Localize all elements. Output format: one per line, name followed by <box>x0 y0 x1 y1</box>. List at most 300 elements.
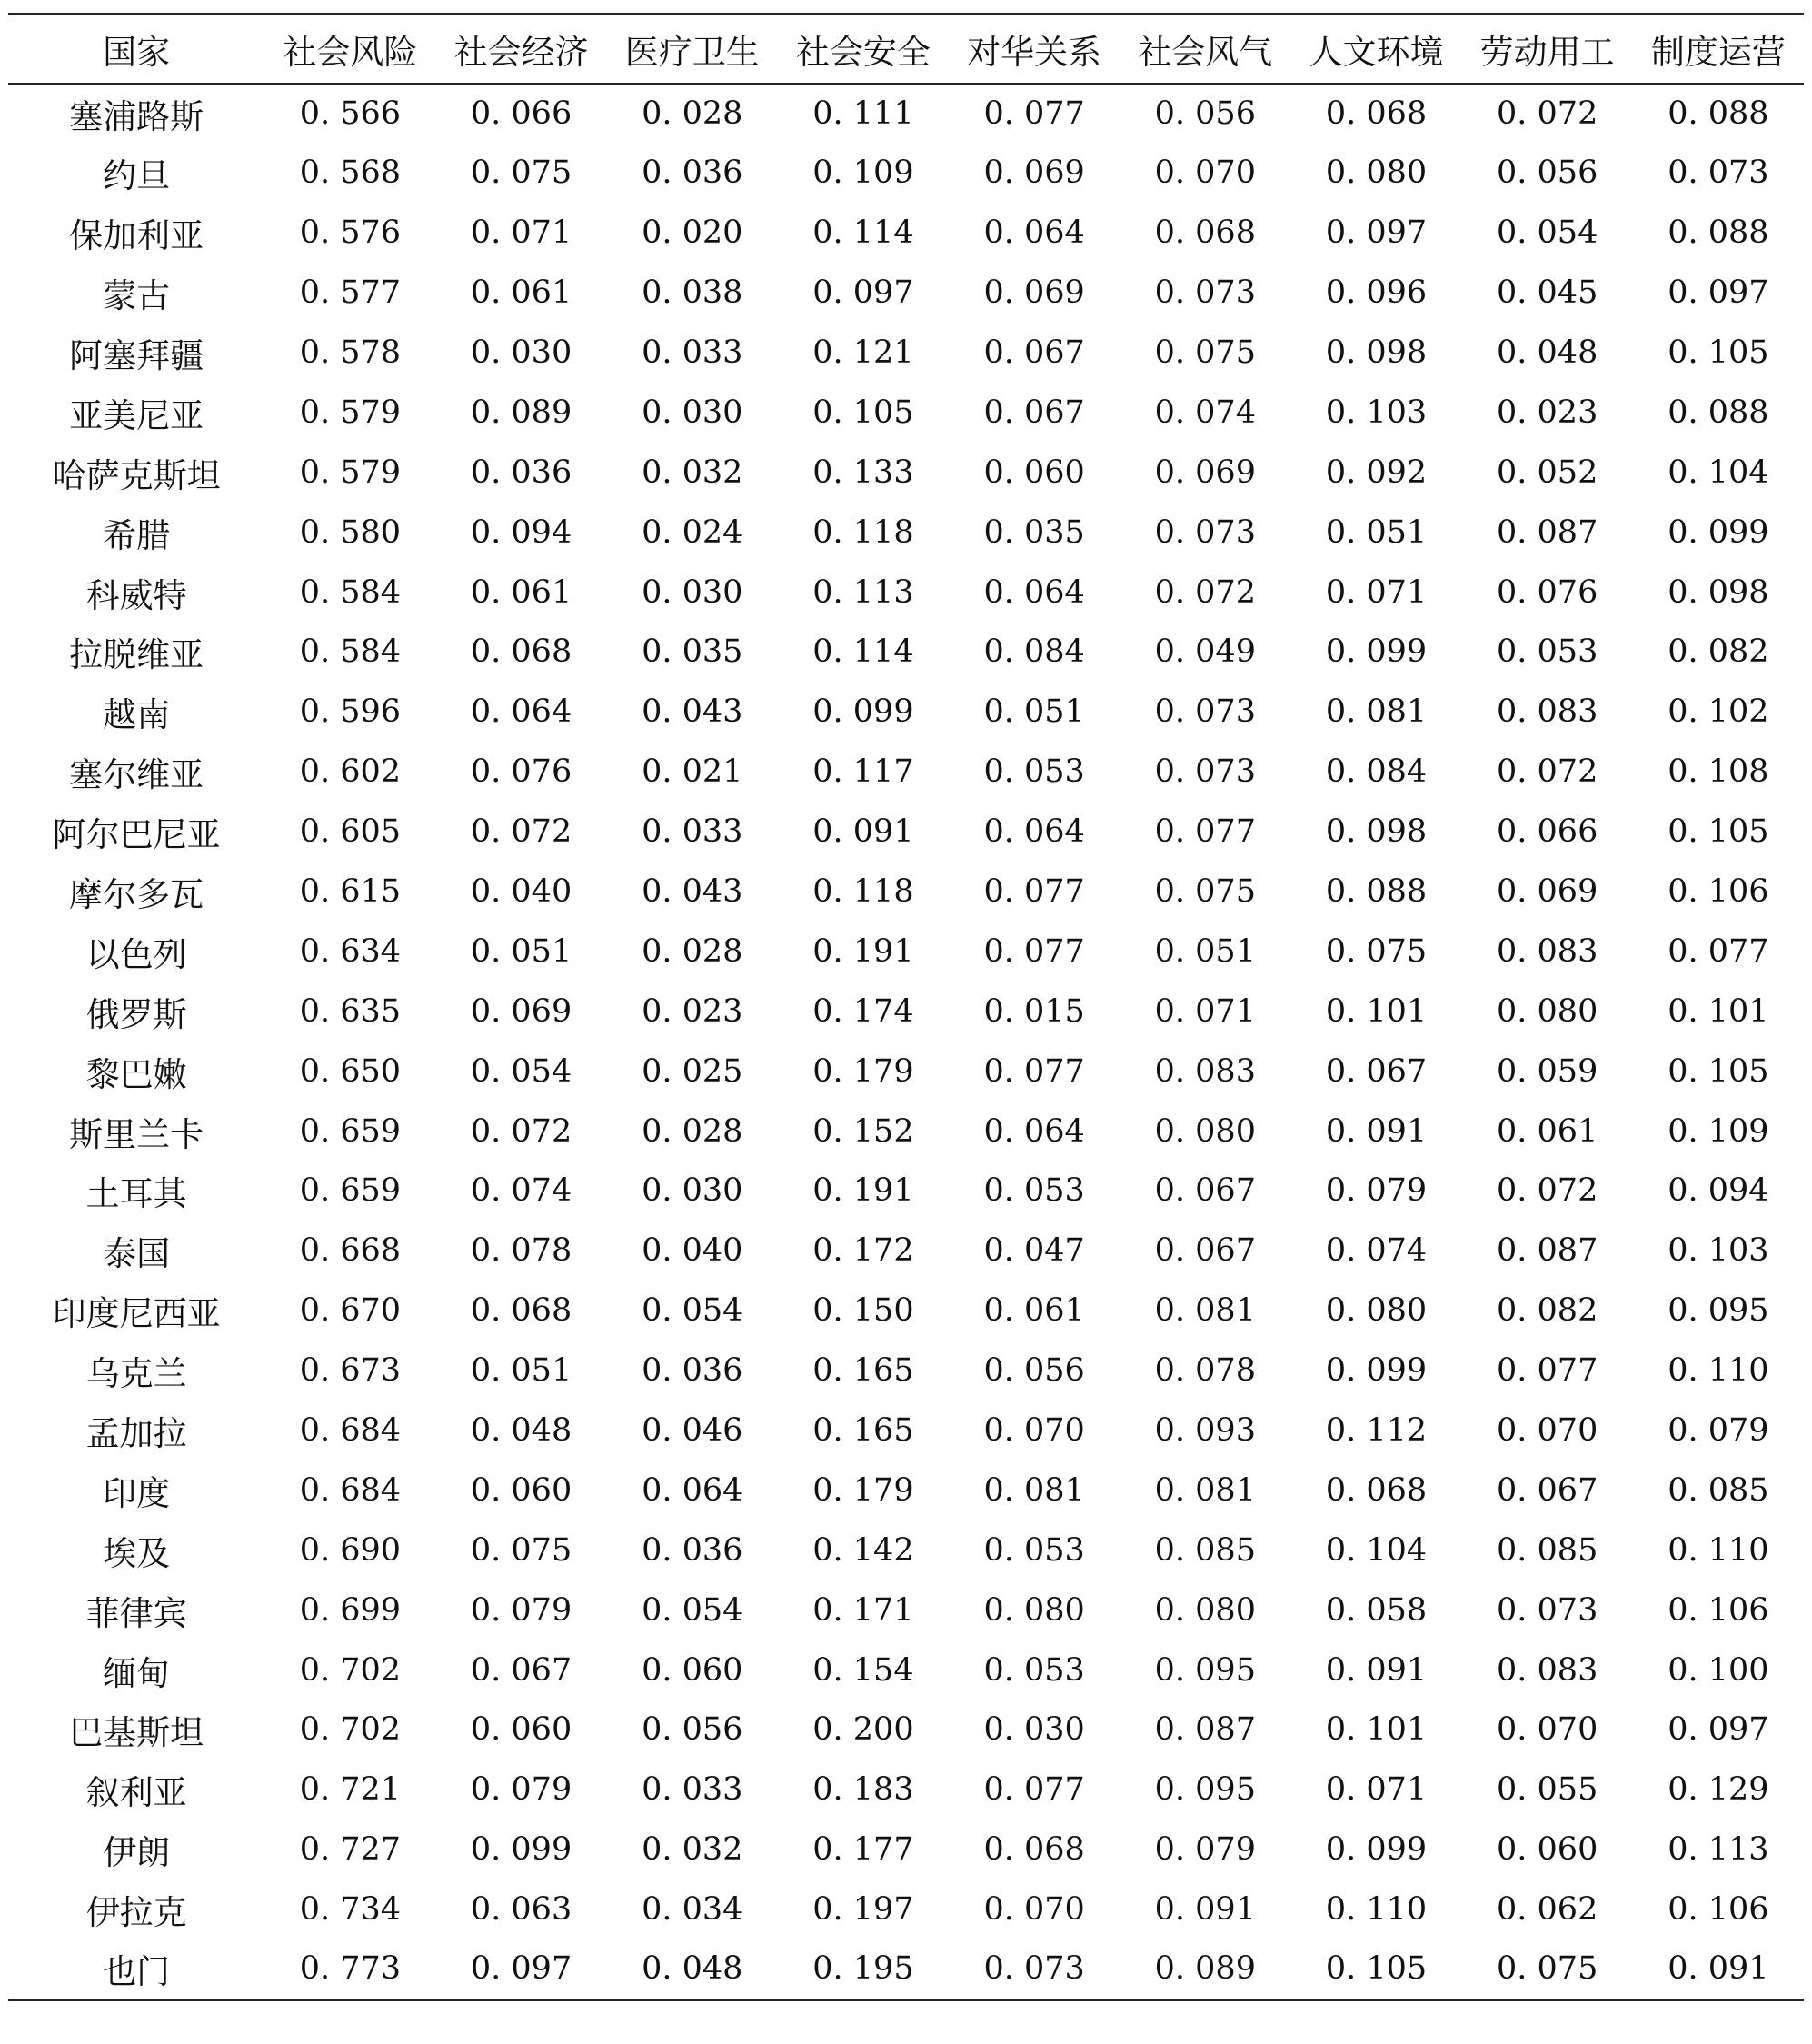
cultural-environment-cell: 0. 099 <box>1325 633 1428 671</box>
institutional-operation-cell: 0. 101 <box>1668 992 1769 1030</box>
cultural-environment-cell: 0. 097 <box>1325 214 1428 252</box>
table-body <box>8 84 1804 2000</box>
social-security-cell: 0. 121 <box>812 334 914 371</box>
social-security-cell: 0. 133 <box>812 454 914 491</box>
country-cell: 阿尔巴尼亚 <box>52 815 221 855</box>
healthcare-cell: 0. 025 <box>642 1052 743 1090</box>
social-ethos-cell: 0. 095 <box>1154 1771 1256 1809</box>
healthcare-cell: 0. 023 <box>642 992 743 1030</box>
china-relations-cell: 0. 077 <box>983 95 1085 132</box>
social-security-cell: 0. 172 <box>812 1232 914 1270</box>
cultural-environment-cell: 0. 098 <box>1325 813 1428 851</box>
institutional-operation-cell: 0. 097 <box>1668 1711 1769 1749</box>
social-economy-cell: 0. 078 <box>470 1232 572 1270</box>
institutional-operation-cell: 0. 103 <box>1668 1232 1769 1270</box>
labor-cell: 0. 056 <box>1497 155 1598 192</box>
cultural-environment-cell: 0. 101 <box>1325 992 1428 1030</box>
labor-cell: 0. 083 <box>1497 932 1598 970</box>
social-ethos-cell: 0. 071 <box>1154 992 1256 1030</box>
labor-cell: 0. 087 <box>1497 513 1598 551</box>
cultural-environment-cell: 0. 110 <box>1325 1891 1428 1929</box>
country-cell: 黎巴嫩 <box>85 1054 187 1094</box>
social-risk-cell: 0. 580 <box>299 513 402 551</box>
healthcare-cell: 0. 036 <box>642 155 743 192</box>
table-row <box>8 1221 1804 1281</box>
country-cell: 塞浦路斯 <box>69 96 204 136</box>
social-risk-cell: 0. 659 <box>299 1112 402 1150</box>
china-relations-cell: 0. 064 <box>983 214 1085 252</box>
country-cell: 以色列 <box>85 934 187 974</box>
header-row <box>8 15 1804 84</box>
china-relations-cell: 0. 035 <box>983 513 1085 551</box>
social-risk-cell: 0. 690 <box>299 1531 402 1569</box>
cultural-environment-cell: 0. 104 <box>1325 1531 1428 1569</box>
social-security-cell: 0. 179 <box>812 1052 914 1090</box>
country-cell: 乌克兰 <box>85 1354 187 1394</box>
labor-cell: 0. 060 <box>1497 1831 1598 1869</box>
social-risk-cell: 0. 702 <box>299 1651 402 1689</box>
cultural-environment-cell: 0. 091 <box>1325 1651 1428 1689</box>
social-risk-cell: 0. 659 <box>299 1172 402 1210</box>
table-row <box>8 1401 1804 1461</box>
cultural-environment-cell: 0. 058 <box>1325 1591 1428 1629</box>
labor-cell: 0. 067 <box>1497 1471 1598 1509</box>
cultural-environment-cell: 0. 099 <box>1325 1831 1428 1869</box>
institutional-operation-cell: 0. 095 <box>1668 1292 1769 1330</box>
header-country: 国家 <box>8 15 264 84</box>
table-row <box>8 1461 1804 1521</box>
social-economy-cell: 0. 063 <box>470 1891 572 1929</box>
labor-cell: 0. 055 <box>1497 1771 1598 1809</box>
china-relations-cell: 0. 069 <box>983 155 1085 192</box>
institutional-operation-cell: 0. 102 <box>1668 693 1769 731</box>
social-economy-cell: 0. 048 <box>470 1412 572 1450</box>
social-security-cell: 0. 118 <box>812 873 914 911</box>
social-risk-cell: 0. 602 <box>299 753 402 791</box>
social-security-cell: 0. 179 <box>812 1471 914 1509</box>
social-ethos-cell: 0. 079 <box>1154 1831 1256 1869</box>
social-economy-cell: 0. 066 <box>470 95 572 132</box>
labor-cell: 0. 048 <box>1497 334 1598 371</box>
table-row <box>8 1580 1804 1640</box>
social-risk-cell: 0. 605 <box>299 813 402 851</box>
china-relations-cell: 0. 070 <box>983 1891 1085 1929</box>
social-risk-cell: 0. 577 <box>299 274 402 312</box>
labor-cell: 0. 070 <box>1497 1711 1598 1749</box>
labor-cell: 0. 045 <box>1497 274 1598 312</box>
social-security-cell: 0. 113 <box>812 573 914 611</box>
social-ethos-cell: 0. 077 <box>1154 813 1256 851</box>
social-risk-cell: 0. 734 <box>299 1891 402 1929</box>
china-relations-cell: 0. 064 <box>983 813 1085 851</box>
table-row <box>8 203 1804 263</box>
institutional-operation-cell: 0. 097 <box>1668 274 1769 312</box>
social-economy-cell: 0. 060 <box>470 1471 572 1509</box>
header-social-security: 社会安全 <box>778 15 949 84</box>
labor-cell: 0. 066 <box>1497 813 1598 851</box>
institutional-operation-cell: 0. 094 <box>1668 1172 1769 1210</box>
header-social-risk: 社会风险 <box>264 15 435 84</box>
social-economy-cell: 0. 030 <box>470 334 572 371</box>
labor-cell: 0. 082 <box>1497 1292 1598 1330</box>
healthcare-cell: 0. 032 <box>642 454 743 491</box>
table-row <box>8 1521 1804 1580</box>
header-healthcare: 医疗卫生 <box>607 15 778 84</box>
social-security-cell: 0. 150 <box>812 1292 914 1330</box>
social-risk-cell: 0. 673 <box>299 1352 402 1390</box>
healthcare-cell: 0. 020 <box>642 214 743 252</box>
cultural-environment-cell: 0. 081 <box>1325 693 1428 731</box>
country-cell: 科威特 <box>85 575 187 615</box>
healthcare-cell: 0. 035 <box>642 633 743 671</box>
social-economy-cell: 0. 068 <box>470 1292 572 1330</box>
social-risk-cell: 0. 579 <box>299 454 402 491</box>
header-china-relations: 对华关系 <box>949 15 1120 84</box>
china-relations-cell: 0. 030 <box>983 1711 1085 1749</box>
healthcare-cell: 0. 033 <box>642 334 743 371</box>
labor-cell: 0. 087 <box>1497 1232 1598 1270</box>
social-risk-cell: 0. 670 <box>299 1292 402 1330</box>
cultural-environment-cell: 0. 051 <box>1325 513 1428 551</box>
table-row <box>8 922 1804 982</box>
table-row <box>8 682 1804 742</box>
social-economy-cell: 0. 068 <box>470 633 572 671</box>
social-security-cell: 0. 097 <box>812 274 914 312</box>
social-economy-cell: 0. 060 <box>470 1711 572 1749</box>
social-security-cell: 0. 109 <box>812 155 914 192</box>
cultural-environment-cell: 0. 074 <box>1325 1232 1428 1270</box>
healthcare-cell: 0. 033 <box>642 813 743 851</box>
social-economy-cell: 0. 067 <box>470 1651 572 1689</box>
cultural-environment-cell: 0. 084 <box>1325 753 1428 791</box>
header-labor: 劳动用工 <box>1462 15 1633 84</box>
header-social-ethos: 社会风气 <box>1120 15 1290 84</box>
country-cell: 约旦 <box>103 156 171 196</box>
institutional-operation-cell: 0. 100 <box>1668 1651 1769 1689</box>
social-risk-cell: 0. 634 <box>299 932 402 970</box>
china-relations-cell: 0. 056 <box>983 1352 1085 1390</box>
table-row <box>8 143 1804 203</box>
social-economy-cell: 0. 094 <box>470 513 572 551</box>
institutional-operation-cell: 0. 108 <box>1668 753 1769 791</box>
country-cell: 塞尔维亚 <box>69 755 204 795</box>
social-ethos-cell: 0. 070 <box>1154 155 1256 192</box>
social-security-cell: 0. 154 <box>812 1651 914 1689</box>
social-risk-cell: 0. 568 <box>299 155 402 192</box>
country-cell: 斯里兰卡 <box>69 1114 204 1154</box>
healthcare-cell: 0. 043 <box>642 693 743 731</box>
social-economy-cell: 0. 071 <box>470 214 572 252</box>
cultural-environment-cell: 0. 112 <box>1325 1412 1428 1450</box>
institutional-operation-cell: 0. 098 <box>1668 573 1769 611</box>
social-risk-cell: 0. 578 <box>299 334 402 371</box>
social-economy-cell: 0. 072 <box>470 1112 572 1150</box>
table-row <box>8 1341 1804 1401</box>
social-security-cell: 0. 171 <box>812 1591 914 1629</box>
healthcare-cell: 0. 054 <box>642 1292 743 1330</box>
table-row <box>8 263 1804 323</box>
social-risk-cell: 0. 699 <box>299 1591 402 1629</box>
institutional-operation-cell: 0. 105 <box>1668 813 1769 851</box>
country-cell: 保加利亚 <box>69 216 204 256</box>
table-row <box>8 323 1804 383</box>
social-economy-cell: 0. 036 <box>470 454 572 491</box>
social-ethos-cell: 0. 067 <box>1154 1172 1256 1210</box>
social-security-cell: 0. 191 <box>812 1172 914 1210</box>
social-security-cell: 0. 200 <box>812 1711 914 1749</box>
china-relations-cell: 0. 077 <box>983 873 1085 911</box>
social-economy-cell: 0. 074 <box>470 1172 572 1210</box>
china-relations-cell: 0. 077 <box>983 1052 1085 1090</box>
cultural-environment-cell: 0. 101 <box>1325 1711 1428 1749</box>
header-institutional-operation: 制度运营 <box>1633 15 1804 84</box>
labor-cell: 0. 083 <box>1497 693 1598 731</box>
institutional-operation-cell: 0. 088 <box>1668 394 1769 431</box>
social-ethos-cell: 0. 068 <box>1154 214 1256 252</box>
social-risk-cell: 0. 576 <box>299 214 402 252</box>
social-risk-cell: 0. 584 <box>299 573 402 611</box>
social-ethos-cell: 0. 073 <box>1154 274 1256 312</box>
healthcare-cell: 0. 028 <box>642 932 743 970</box>
table-row <box>8 443 1804 503</box>
social-security-cell: 0. 174 <box>812 992 914 1030</box>
institutional-operation-cell: 0. 104 <box>1668 454 1769 491</box>
cultural-environment-cell: 0. 071 <box>1325 573 1428 611</box>
social-ethos-cell: 0. 056 <box>1154 95 1256 132</box>
country-cell: 孟加拉 <box>85 1414 187 1454</box>
institutional-operation-cell: 0. 088 <box>1668 95 1769 132</box>
healthcare-cell: 0. 030 <box>642 573 743 611</box>
healthcare-cell: 0. 056 <box>642 1711 743 1749</box>
country-cell: 拉脱维亚 <box>69 635 204 675</box>
labor-cell: 0. 085 <box>1497 1531 1598 1569</box>
country-cell: 印度 <box>103 1473 171 1513</box>
institutional-operation-cell: 0. 105 <box>1668 1052 1769 1090</box>
cultural-environment-cell: 0. 068 <box>1325 95 1428 132</box>
labor-cell: 0. 054 <box>1497 214 1598 252</box>
social-security-cell: 0. 165 <box>812 1412 914 1450</box>
table-row <box>8 563 1804 623</box>
healthcare-cell: 0. 024 <box>642 513 743 551</box>
social-ethos-cell: 0. 073 <box>1154 753 1256 791</box>
social-economy-cell: 0. 076 <box>470 753 572 791</box>
social-economy-cell: 0. 089 <box>470 394 572 431</box>
healthcare-cell: 0. 032 <box>642 1831 743 1869</box>
social-security-cell: 0. 165 <box>812 1352 914 1390</box>
china-relations-cell: 0. 015 <box>983 992 1085 1030</box>
social-security-cell: 0. 197 <box>812 1891 914 1929</box>
institutional-operation-cell: 0. 129 <box>1668 1771 1769 1809</box>
labor-cell: 0. 023 <box>1497 394 1598 431</box>
social-ethos-cell: 0. 051 <box>1154 932 1256 970</box>
table-row <box>8 1700 1804 1760</box>
table-row <box>8 982 1804 1042</box>
table-row <box>8 84 1804 144</box>
institutional-operation-cell: 0. 106 <box>1668 1591 1769 1629</box>
table-row <box>8 742 1804 802</box>
labor-cell: 0. 075 <box>1462 1939 1633 1999</box>
healthcare-cell: 0. 046 <box>642 1412 743 1450</box>
healthcare-cell: 0. 028 <box>642 1112 743 1150</box>
table-row <box>8 1162 1804 1221</box>
social-security-cell: 0. 105 <box>812 394 914 431</box>
healthcare-cell: 0. 030 <box>642 394 743 431</box>
china-relations-cell: 0. 068 <box>983 1831 1085 1869</box>
social-risk-cell: 0. 579 <box>299 394 402 431</box>
social-security-cell: 0. 114 <box>812 633 914 671</box>
china-relations-cell: 0. 053 <box>983 753 1085 791</box>
china-relations-cell: 0. 053 <box>983 1651 1085 1689</box>
healthcare-cell: 0. 060 <box>642 1651 743 1689</box>
social-economy-cell: 0. 061 <box>470 274 572 312</box>
social-security-cell: 0. 152 <box>812 1112 914 1150</box>
labor-cell: 0. 077 <box>1497 1352 1598 1390</box>
cultural-environment-cell: 0. 105 <box>1290 1939 1461 1999</box>
healthcare-cell: 0. 021 <box>642 753 743 791</box>
social-risk-cell: 0. 702 <box>299 1711 402 1749</box>
labor-cell: 0. 080 <box>1497 992 1598 1030</box>
cultural-environment-cell: 0. 075 <box>1325 932 1428 970</box>
labor-cell: 0. 052 <box>1497 454 1598 491</box>
china-relations-cell: 0. 077 <box>983 932 1085 970</box>
country-cell: 伊拉克 <box>85 1893 187 1933</box>
healthcare-cell: 0. 036 <box>642 1352 743 1390</box>
country-cell: 缅甸 <box>103 1653 171 1693</box>
header-cultural-environment: 人文环境 <box>1290 15 1461 84</box>
social-security-cell: 0. 183 <box>812 1771 914 1809</box>
social-security-cell: 0. 142 <box>812 1531 914 1569</box>
social-security-cell: 0. 177 <box>812 1831 914 1869</box>
social-ethos-cell: 0. 073 <box>1154 693 1256 731</box>
social-risk-cell: 0. 684 <box>299 1471 402 1509</box>
social-security-cell: 0. 111 <box>812 95 914 132</box>
labor-cell: 0. 061 <box>1497 1112 1598 1150</box>
social-ethos-cell: 0. 091 <box>1154 1891 1256 1929</box>
institutional-operation-cell: 0. 110 <box>1668 1531 1769 1569</box>
social-risk-cell: 0. 668 <box>299 1232 402 1270</box>
labor-cell: 0. 062 <box>1497 1891 1598 1929</box>
country-cell: 哈萨克斯坦 <box>52 455 221 495</box>
table-row <box>8 1760 1804 1820</box>
social-economy-cell: 0. 069 <box>470 992 572 1030</box>
country-cell: 阿塞拜疆 <box>69 336 204 375</box>
social-security-cell: 0. 091 <box>812 813 914 851</box>
china-relations-cell: 0. 064 <box>983 1112 1085 1150</box>
healthcare-cell: 0. 033 <box>642 1771 743 1809</box>
healthcare-cell: 0. 036 <box>642 1531 743 1569</box>
social-ethos-cell: 0. 080 <box>1154 1591 1256 1629</box>
institutional-operation-cell: 0. 099 <box>1668 513 1769 551</box>
social-security-cell: 0. 195 <box>778 1939 949 1999</box>
country-cell: 泰国 <box>103 1234 171 1274</box>
social-economy-cell: 0. 054 <box>470 1052 572 1090</box>
institutional-operation-cell: 0. 077 <box>1668 932 1769 970</box>
table-row <box>8 1939 1804 1999</box>
social-ethos-cell: 0. 081 <box>1154 1471 1256 1509</box>
social-ethos-cell: 0. 083 <box>1154 1052 1256 1090</box>
table-header <box>8 15 1804 84</box>
institutional-operation-cell: 0. 073 <box>1668 155 1769 192</box>
institutional-operation-cell: 0. 110 <box>1668 1352 1769 1390</box>
cultural-environment-cell: 0. 071 <box>1325 1771 1428 1809</box>
china-relations-cell: 0. 077 <box>983 1771 1085 1809</box>
social-economy-cell: 0. 051 <box>470 932 572 970</box>
country-cell: 希腊 <box>103 515 171 555</box>
cultural-environment-cell: 0. 092 <box>1325 454 1428 491</box>
country-cell: 埃及 <box>103 1533 171 1573</box>
china-relations-cell: 0. 064 <box>983 573 1085 611</box>
social-risk-cell: 0. 596 <box>299 693 402 731</box>
table-row <box>8 1042 1804 1102</box>
country-cell: 也门 <box>8 1939 264 1999</box>
social-ethos-cell: 0. 075 <box>1154 334 1256 371</box>
social-security-cell: 0. 099 <box>812 693 914 731</box>
social-security-cell: 0. 117 <box>812 753 914 791</box>
cultural-environment-cell: 0. 080 <box>1325 1292 1428 1330</box>
healthcare-cell: 0. 030 <box>642 1172 743 1210</box>
institutional-operation-cell: 0. 106 <box>1668 1891 1769 1929</box>
labor-cell: 0. 073 <box>1497 1591 1598 1629</box>
institutional-operation-cell: 0. 085 <box>1668 1471 1769 1509</box>
social-economy-cell: 0. 097 <box>435 1939 606 1999</box>
social-security-cell: 0. 114 <box>812 214 914 252</box>
table-row <box>8 1879 1804 1939</box>
social-economy-cell: 0. 075 <box>470 155 572 192</box>
cultural-environment-cell: 0. 096 <box>1325 274 1428 312</box>
institutional-operation-cell: 0. 105 <box>1668 334 1769 371</box>
social-risk-cell: 0. 566 <box>299 95 402 132</box>
social-ethos-cell: 0. 093 <box>1154 1412 1256 1450</box>
cultural-environment-cell: 0. 068 <box>1325 1471 1428 1509</box>
social-ethos-cell: 0. 075 <box>1154 873 1256 911</box>
labor-cell: 0. 072 <box>1497 95 1598 132</box>
labor-cell: 0. 053 <box>1497 633 1598 671</box>
institutional-operation-cell: 0. 082 <box>1668 633 1769 671</box>
social-ethos-cell: 0. 069 <box>1154 454 1256 491</box>
healthcare-cell: 0. 038 <box>642 274 743 312</box>
social-economy-cell: 0. 099 <box>470 1831 572 1869</box>
social-security-cell: 0. 118 <box>812 513 914 551</box>
healthcare-cell: 0. 048 <box>607 1939 778 1999</box>
social-security-cell: 0. 191 <box>812 932 914 970</box>
social-economy-cell: 0. 061 <box>470 573 572 611</box>
social-ethos-cell: 0. 074 <box>1154 394 1256 431</box>
table-row <box>8 623 1804 683</box>
china-relations-cell: 0. 053 <box>983 1531 1085 1569</box>
country-cell: 伊朗 <box>103 1833 171 1873</box>
social-risk-cell: 0. 635 <box>299 992 402 1030</box>
healthcare-cell: 0. 034 <box>642 1891 743 1929</box>
social-risk-cell: 0. 650 <box>299 1052 402 1090</box>
social-economy-cell: 0. 040 <box>470 873 572 911</box>
social-ethos-cell: 0. 087 <box>1154 1711 1256 1749</box>
china-relations-cell: 0. 069 <box>983 274 1085 312</box>
cultural-environment-cell: 0. 079 <box>1325 1172 1428 1210</box>
social-ethos-cell: 0. 067 <box>1154 1232 1256 1270</box>
country-cell: 蒙古 <box>103 276 171 316</box>
labor-cell: 0. 070 <box>1497 1412 1598 1450</box>
social-economy-cell: 0. 079 <box>470 1771 572 1809</box>
healthcare-cell: 0. 064 <box>642 1471 743 1509</box>
social-economy-cell: 0. 079 <box>470 1591 572 1629</box>
institutional-operation-cell: 0. 113 <box>1668 1831 1769 1869</box>
china-relations-cell: 0. 070 <box>983 1412 1085 1450</box>
china-relations-cell: 0. 081 <box>983 1471 1085 1509</box>
social-ethos-cell: 0. 073 <box>1154 513 1256 551</box>
social-ethos-cell: 0. 085 <box>1154 1531 1256 1569</box>
labor-cell: 0. 076 <box>1497 573 1598 611</box>
country-cell: 土耳其 <box>85 1174 187 1214</box>
